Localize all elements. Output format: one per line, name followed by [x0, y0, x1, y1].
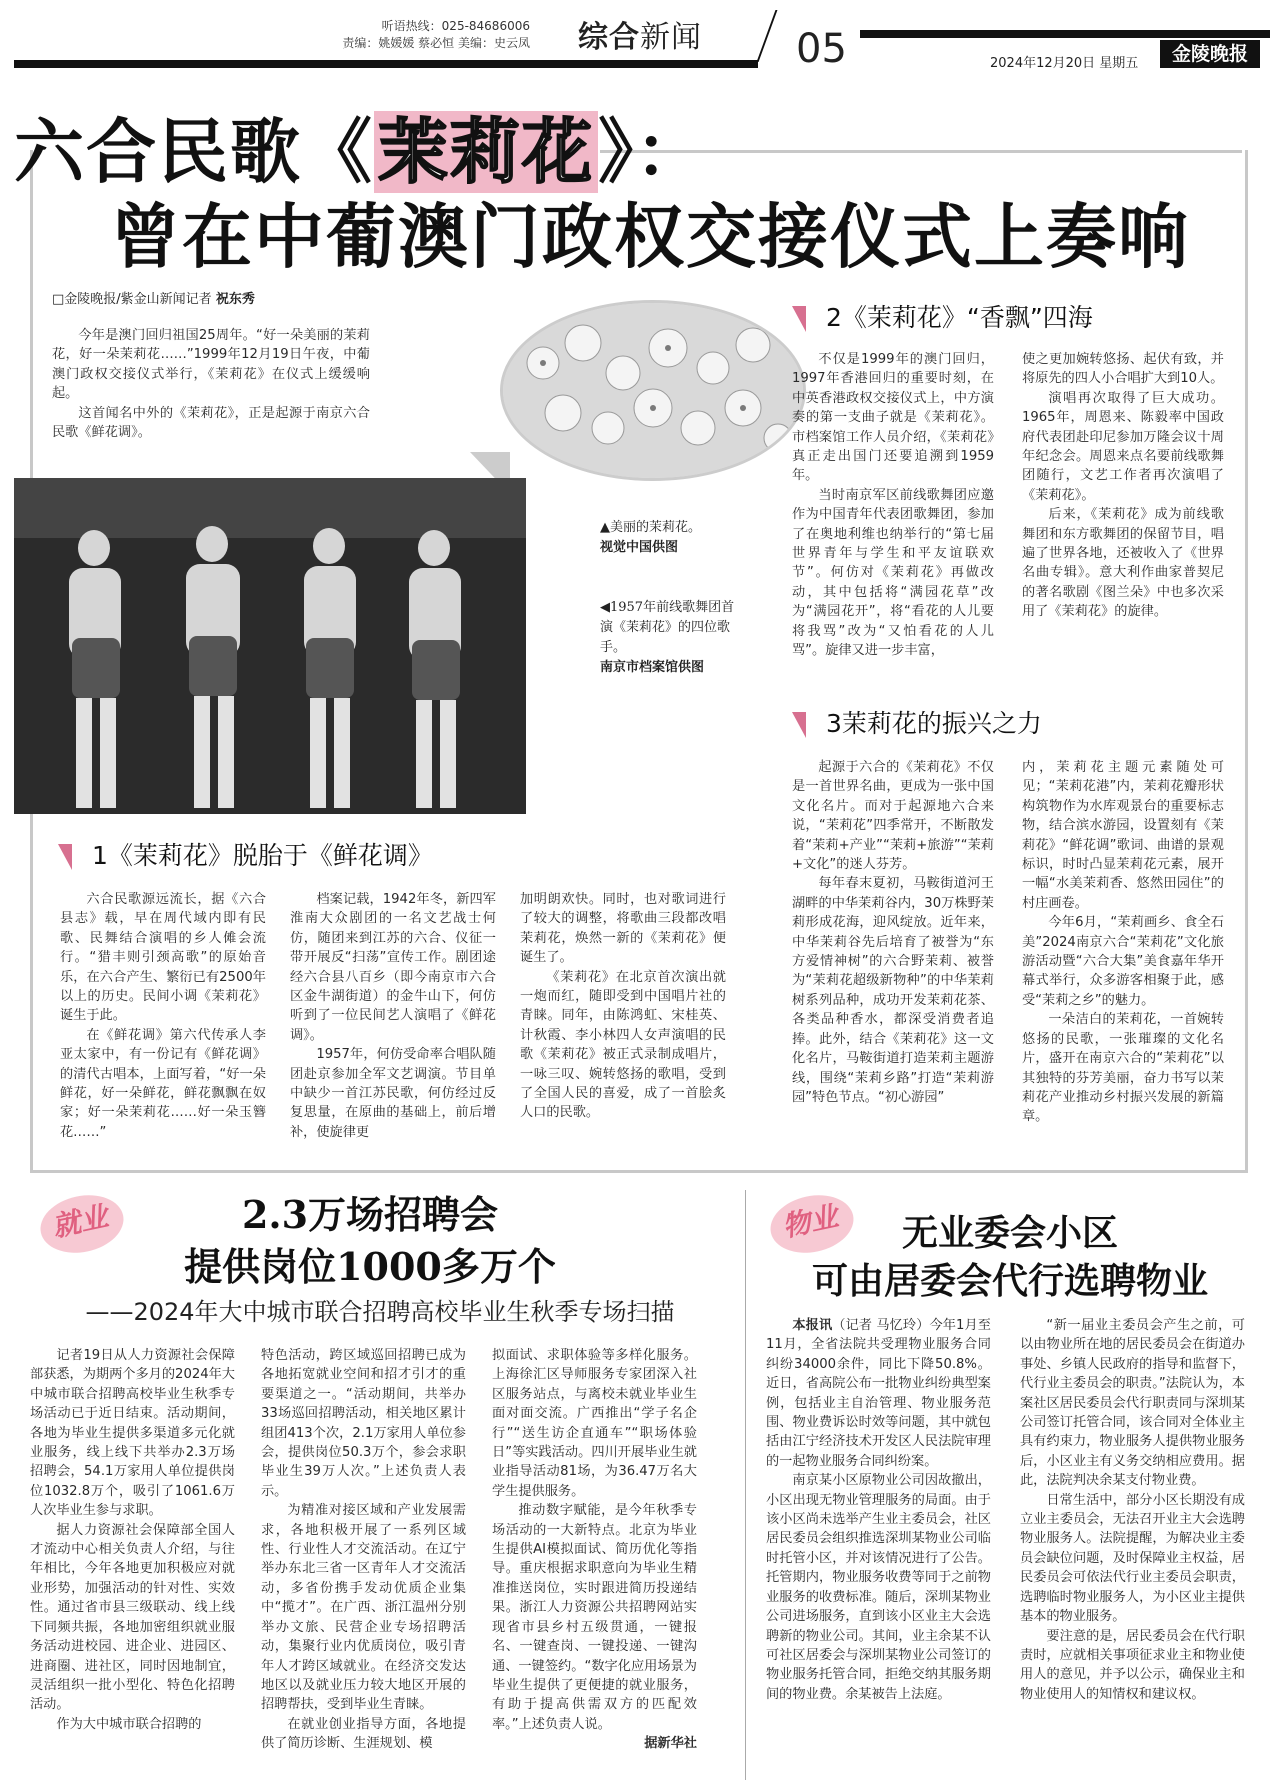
paragraph: 为精准对接区域和产业发展需求，各地积极开展了一系列区域性、行业性人才交流活动。在辽宁举办东北三省一区青年人才交流活动，多省份携手发动优质企业集中“揽才”。在广西、浙江温州分别举办文旅、民营企业专场招聘活动，集聚行业内优质岗位，吸引青年人才跨区域就业。在经济交发达地区以及就业压力较大地区开展的招聘帮扶，受到毕业生青睐。 [261, 1503, 466, 1713]
section-title: 《茉莉花》“香飘”四海 [841, 303, 1093, 332]
section-title: 《茉莉花》脱胎于《鲜花调》 [107, 841, 433, 870]
section-number: 1 [92, 841, 108, 870]
paragraph: 特色活动，跨区域巡回招聘已成为各地拓宽就业空间和招才引才的重要渠道之一。“活动期间，共举办33场巡回招聘活动，相关地区累计组团413个次，2.1万家用人单位参会，提供岗位50.3万个，参会求职毕业生39万人次。”上述负责人表示。 [261, 1348, 466, 1499]
jobs-title-line2: 提供岗位1000多万个 [184, 1244, 556, 1289]
paragraph: 拟面试、求职体验等多样化服务。上海徐汇区导师服务专家团深入社区服务站点，与离校未就业毕业生面对面交流。广西推出“学子名企行”“送生访企直通车”“职场体验日”等实践活动。四川开展毕业生就业指导活动81场，为36.47万名大学生提供服务。 [492, 1348, 697, 1499]
intro-para: 这首闻名中外的《茉莉花》，正是起源于南京六合民歌《鲜花调》。 [52, 405, 370, 441]
section-arrow-icon [792, 306, 820, 332]
paragraph: 六合民歌源远流长，据《六合县志》载，早在周代域内即有民歌、民舞结合演唱的乡人傩会流行。“猎丰则引颈高歌”的原始音乐，在六合产生、繁衍已有2500年以上的历史。民间小调《茉莉花》诞生于此。 [60, 892, 266, 1024]
section-1-heading [58, 840, 433, 872]
paragraph: 今年6月，“茉莉画乡、食全石美”2024南京六合“茉莉花”文化旅游活动暨“六合大集”美食嘉年华开幕式举行，众多游客相聚于此，感受“茉莉之乡”的魅力。 [1022, 915, 1224, 1008]
paragraph: 在《鲜花调》第六代传承人李亚太家中，有一份记有《鲜花调》的清代古唱本，上面写着，“好一朵鲜花，好一朵鲜花，鲜花飘飘在奴家；好一朵茉莉花……好一朵玉簪花……” [60, 1027, 266, 1140]
main-headline-line1 [14, 108, 707, 196]
singers-caption-text: ◀1957年前线歌舞团首演《茉莉花》的四位歌手。 [600, 600, 735, 655]
headline-post: 》： [598, 111, 707, 193]
sec3-col1 [792, 758, 994, 1107]
paragraph: 作为大中城市联合招聘的 [56, 1716, 202, 1732]
main-intro [52, 326, 370, 442]
jobs-col2 [261, 1346, 466, 1754]
paragraph: 据人力资源社会保障部全国人才流动中心相关负责人介绍，与往年相比，今年各地更加积极应对就业形势，加强活动的针对性、实效性。通过省市县三级联动、线上线下同频共振，各地加密组织就业服务活动进校园、进企业、进园区、进商圈、进社区，同时因地制宜，灵活组织一批小型化、特色化招聘活动。 [30, 1522, 235, 1713]
paragraph: 起源于六合的《茉莉花》不仅是一首世界名曲，更成为一张中国文化名片。而对于起源地六合来说，“茉莉花”四季常开，不断散发着“茉莉+产业”“茉莉+旅游”“茉莉+文化”的迷人芬芳。 [792, 760, 994, 873]
masthead-rule-right [860, 30, 1270, 38]
editors: 责编：姚媛媛 蔡必恒 美编：史云凤 [342, 36, 530, 50]
sec1-col2 [290, 890, 496, 1142]
jobs-subtitle: ——2024年大中城市联合招聘高校毕业生秋季专场扫描 [85, 1298, 675, 1326]
flower-caption-credit: 视觉中国供图 [600, 540, 679, 555]
jobs-credit: 据新华社 [644, 1736, 697, 1752]
section-title: 茉莉花的振兴之力 [841, 709, 1042, 738]
jobs-col1 [30, 1346, 235, 1734]
paragraph: 在就业创业指导方面，各地提供了简历诊断、生涯规划、模 [261, 1716, 466, 1752]
paragraph: 演唱再次取得了巨大成功。1965年，周恩来、陈毅率中国政府代表团赴印尼参加万隆会议十周年纪念会。周恩来点名要前线歌舞团随行，文艺工作者再次演唱了《茉莉花》。 [1022, 390, 1224, 503]
main-headline-line2: 曾在中葡澳门政权交接仪式上奏响 [110, 196, 1190, 278]
property-title-line2: 可由居委会代行选聘物业 [811, 1260, 1208, 1302]
section-bold: 综合 [578, 20, 640, 55]
paragraph [766, 1316, 991, 1471]
sec2-col1 [792, 350, 994, 661]
sec3-col2 [1022, 758, 1224, 1127]
paragraph: 一朵洁白的茉莉花，一首婉转悠扬的民歌，一张璀璨的文化名片，盛开在南京六合的“茉莉花”以其独特的芬芳美丽，奋力书写以茉莉花产业推动乡村振兴发展的新篇章。 [1022, 1012, 1224, 1125]
paragraph: 后来，《茉莉花》成为前线歌舞团和东方歌舞团的保留节目，唱遍了世界各地，还被收入了《世界名曲专辑》。意大利作曲家普契尼的著名歌剧《图兰朵》中也多次采用了《茉莉花》的旋律。 [1022, 507, 1224, 620]
paragraph: “新一届业主委员会产生之前，可以由物业所在地的居民委员会在街道办事处、乡镇人民政府的指导和监督下，代行业主委员会的职责。”法院认为，本案社区居民委员会代行职责同与深圳某公司签订托管合同，该合同对全体业主具有约束力，物业服务人提供物业服务后，小区业主有义务交纳相应费用。据此，法院判决余某支付物业费。 [1020, 1318, 1245, 1489]
singers-caption-credit: 南京市档案馆供图 [600, 660, 705, 675]
masthead-slash [757, 10, 778, 62]
paragraph-text: 今年1月至11月，全省法院共受理物业服务合同纠纷34000余件，同比下降50.8%。近日，省高院公布一批物业纠纷典型案例，包括业主自治管理、物业服务范围、物业费诉讼时效等问题，其中就包括由江宁经济技术开发区人民法院审理的一起物业服务合同纠纷案。 [766, 1318, 991, 1469]
jobs-badge: 就业 [49, 1199, 112, 1244]
page-number: 05 [796, 26, 847, 72]
sec1-col1 [60, 890, 266, 1142]
flower-illustration [503, 303, 803, 478]
main-byline [52, 288, 255, 307]
paragraph: 1957年，何仿受命率合唱队随团赴京参加全军文艺调演。节目单中缺少一首江苏民歌，何仿经过反复思量，在原曲的基础上，前后增补，使旋律更 [290, 1047, 496, 1140]
jasmine-flower-photo [500, 300, 806, 481]
paper-logo: 金陵晚报 [1160, 40, 1260, 68]
section-3-heading [792, 708, 1042, 740]
section-light: 新闻 [640, 20, 702, 55]
hotline: 听语热线：025-84686006 [381, 19, 530, 33]
paragraph: 《茉莉花》在北京首次演出就一炮而红，随即受到中国唱片社的青睐。同年，由陈鸿虹、宋桂英、计秋霞、李小林四人女声演唱的民歌《茉莉花》被正式录制成唱片，一咏三叹、婉转悠扬的歌唱，受到了全国人民的喜爱，成了一首脍炙人口的民歌。 [520, 969, 726, 1121]
jobs-title-line1: 2.3万场招聘会 [241, 1192, 499, 1237]
sec2-col2 [1022, 350, 1224, 622]
singers-caption [600, 598, 736, 678]
section-arrow-icon [58, 844, 86, 870]
singers-illustration [14, 478, 526, 814]
section-number: 3 [826, 709, 842, 738]
section-arrow-icon [792, 712, 820, 738]
byline-org: □金陵晚报/紫金山新闻记者 [52, 292, 212, 307]
paragraph: 南京某小区原物业公司因故撤出，小区出现无物业管理服务的局面。由于该小区尚未选举产生业主委员会，社区居民委员会组织推选深圳某物业公司临时托管小区，并对该情况进行了公告。托管期内，物业服务收费等同于之前物业服务的收费标准。随后，深圳某物业公司进场服务，直到该小区业主大会选聘新的物业公司。其间，业主余某不认可社区居委会与深圳某物业公司签订的物业服务托管合同，拒绝交纳其服务期间的物业费。余某被告上法庭。 [766, 1473, 991, 1702]
paragraph: 档案记载，1942年冬，新四军淮南大众剧团的一名文艺战士何仿，随团来到江苏的六合、仪征一带开展反“扫荡”宣传工作。剧团途经六合县八百乡（即今南京市六合区金牛湖街道）的金牛山下，何仿听到了一位民间艺人演唱了《鲜花调》。 [290, 892, 496, 1043]
property-badge: 物业 [779, 1199, 842, 1244]
property-col2 [1020, 1316, 1245, 1704]
paragraph: 每年春末夏初，马鞍街道河王湖畔的中华茉莉谷内，30万株野茉莉形成花海，迎风绽放。近年来，中华茉莉谷先后培育了被誉为“东方爱情神树”的六合野茉莉、被誉为“茉莉花超级新物种”的中华茉莉树系列品种，成功开发茉莉花茶、各类品种香水，都深受消费者追捧。此外，结合《茉莉花》这一文化名片，马鞍街道打造茉莉主题游线，围绕“茉莉乡路”打造“茉莉游园”特色节点。“初心游园” [792, 876, 994, 1105]
flower-caption [600, 518, 736, 558]
flower-caption-text: ▲美丽的茉莉花。 [600, 520, 701, 535]
paragraph: 加明朗欢快。同时，也对歌词进行了较大的调整，将歌曲三段都改唱茉莉花，焕然一新的《茉莉花》便诞生了。 [520, 892, 726, 966]
paragraph: 内，茉莉花主题元素随处可见；“茉莉花港”内，茉莉花瓣形状构筑物作为水库观景台的重要标志物，结合滨水游园，设置刻有《茉莉花》“鲜花调”歌词、曲谱的景观标识，时时凸显茉莉花元素，展开一幅“水美茉莉香、悠然田园住”的村庄画卷。 [1022, 760, 1224, 911]
property-col1 [766, 1316, 991, 1704]
historic-singers-photo [14, 478, 526, 814]
masthead-credits [250, 18, 530, 52]
column-divider [745, 1190, 746, 1780]
paragraph: 当时南京军区前线歌舞团应邀作为中国青年代表团歌舞团，参加了在奥地利维也纳举行的“第七届世界青年与学生和平友谊联欢节”。何仿对《茉莉花》再做改动，其中包括将“满园花草”改为“满园花开”，将“看花的人儿要将我骂”改为“又怕看花的人儿骂”。旋律又进一步丰富， [792, 487, 994, 659]
paragraph: 不仅是1999年的澳门回归，1997年香港回归的重要时刻，在中英香港政权交接仪式上，中方演奏的第一支曲子就是《茉莉花》。市档案馆工作人员介绍，《茉莉花》真正走出国门还要追溯到1959年。 [792, 352, 994, 484]
intro-para: 今年是澳门回归祖国25周年。“好一朵美丽的茉莉花，好一朵茉莉花……”1999年12月19日午夜，中葡澳门政权交接仪式举行，《茉莉花》在仪式上缓缓响起。 [52, 328, 370, 402]
byline-reporter: 祝东秀 [215, 292, 255, 307]
property-byline-bold: 本报讯 [792, 1318, 833, 1333]
paragraph: 要注意的是，居民委员会在代行职责时，应就相关事项征求业主和物业使用人的意见，并予以公示，确保业主和物业使用人的知情权和建议权。 [1020, 1628, 1245, 1702]
section-2-heading [792, 302, 1093, 334]
headline-pre: 六合民歌《 [14, 111, 374, 193]
paragraph: 日常生活中，部分小区长期没有成立业主委员会，无法召开业主大会选聘物业服务人。法院提醒，为解决业主委员会缺位问题，及时保障业主权益，居民委员会可依法代行业主委员会职责，选聘临时物业服务人，为小区业主提供基本的物业服务。 [1020, 1492, 1245, 1625]
sec1-col3 [520, 890, 726, 1123]
masthead-rule [14, 60, 758, 68]
property-byline-reporter: （记者 马忆玲） [832, 1318, 930, 1333]
paragraph: 推动数字赋能，是今年秋季专场活动的一大新特点。北京为毕业生提供AI模拟面试、简历优化等指导。重庆根据求职意向为毕业生精准推送岗位，实时跟进简历投递结果。浙江人力资源公共招聘网站实现省市县乡村五级贯通，一键报名、一键查岗、一键投递、一键沟通、一键签约。“数字化应用场景为毕业生提供了更便捷的就业服务，有助于提高供需双方的匹配效率。”上述负责人说。 [492, 1503, 697, 1732]
jobs-col3 [492, 1346, 697, 1754]
section-name [578, 12, 702, 56]
paragraph: 记者19日从人力资源社会保障部获悉，为期两个多月的2024年大中城市联合招聘高校毕业生秋季专场活动已于近日结束。活动期间，各地为毕业生提供多渠道多元化就业服务，线上线下共举办2.3万场招聘会，54.1万家用人单位提供岗位1032.8万个，吸引了1061.6万人次毕业生参与求职。 [30, 1348, 235, 1519]
paragraph: 使之更加婉转悠扬、起伏有致，并将原先的四人小合唱扩大到10人。 [1022, 352, 1224, 387]
issue-date: 2024年12月20日 星期五 [990, 56, 1139, 71]
section-number: 2 [826, 303, 842, 332]
headline-highlight: 茉莉花 [374, 111, 598, 193]
property-title-line1: 无业委会小区 [901, 1212, 1118, 1254]
